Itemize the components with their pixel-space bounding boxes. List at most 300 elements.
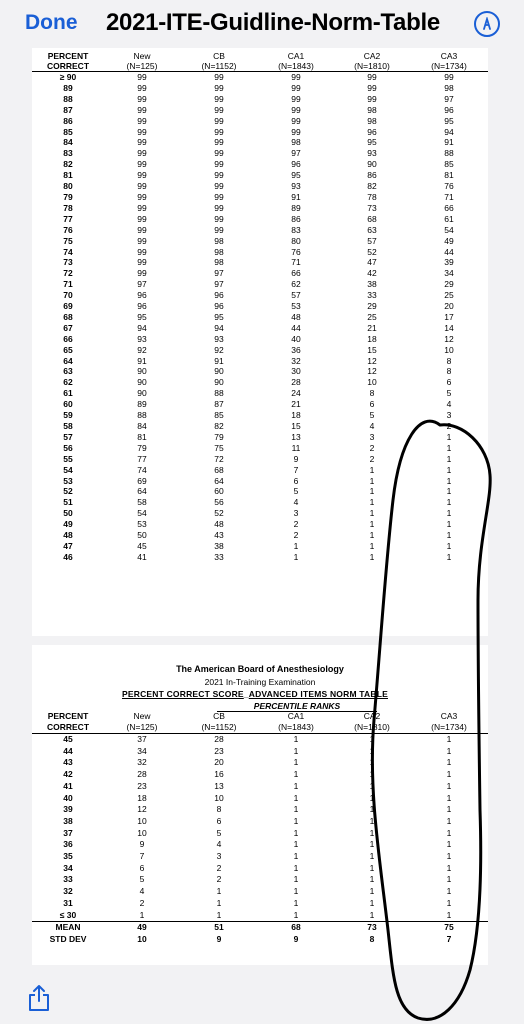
rank-cell: 99 (137, 235, 147, 246)
rank-cell: 58 (137, 497, 147, 508)
rank-cell: 77 (137, 453, 147, 464)
rank-cell: 99 (214, 126, 224, 137)
rank-cell: 94 (214, 322, 224, 333)
rank-cell: 1 (369, 874, 375, 885)
norm-table-part2 (32, 711, 488, 946)
rank-cell: 99 (367, 72, 377, 82)
rank-cell: 10 (137, 827, 147, 838)
rank-cell: 2 (446, 421, 452, 431)
rank-cell: 49 (104, 922, 180, 934)
table-row (32, 225, 488, 236)
table-row (32, 312, 488, 323)
percentile-ranks-label: PERCENTILE RANKS (217, 701, 377, 712)
rank-cell: 99 (291, 126, 301, 137)
rank-cell: 8 (446, 366, 452, 377)
rank-cell: 99 (214, 72, 224, 82)
table-row (32, 552, 488, 563)
rank-cell: 56 (214, 497, 224, 508)
rank-cell: 48 (214, 519, 224, 530)
table-row (32, 910, 488, 922)
percent-cell: 43 (63, 757, 73, 768)
table-row (32, 301, 488, 312)
rank-cell: 90 (367, 159, 377, 170)
rank-cell: 38 (367, 279, 377, 290)
rank-cell: 9 (139, 839, 145, 850)
percent-cell: 57 (63, 431, 73, 442)
rank-cell: 54 (444, 224, 454, 235)
rank-cell: 60 (214, 486, 224, 497)
rank-cell: 49 (444, 235, 454, 246)
rank-cell: 3 (216, 851, 222, 862)
rank-cell: 1 (369, 745, 375, 756)
rank-cell: 98 (214, 246, 224, 257)
rank-cell: 1 (293, 827, 299, 838)
table-row (32, 851, 488, 863)
rank-cell: 3 (293, 508, 299, 519)
rank-cell: 1 (369, 551, 375, 562)
rank-cell: 96 (291, 159, 301, 170)
rank-cell: 30 (291, 366, 301, 377)
percent-cell: 38 (63, 815, 73, 826)
rank-cell: 1 (369, 757, 375, 768)
rank-cell: 52 (214, 508, 224, 519)
rank-cell: 99 (291, 93, 301, 104)
rank-cell: 53 (137, 519, 147, 530)
rank-cell: 99 (137, 224, 147, 235)
header-column-n: (N=1810) (334, 722, 410, 734)
percent-cell: ≥ 90 (59, 72, 77, 82)
percent-cell: 82 (63, 159, 73, 170)
rank-cell: 99 (137, 191, 147, 202)
percent-cell: 77 (63, 213, 73, 224)
table-row (32, 345, 488, 356)
rank-cell: 42 (367, 268, 377, 279)
table-heading-underlined: PERCENT CORRECT SCORE (122, 689, 244, 699)
table-row (32, 399, 488, 410)
rank-cell: 64 (137, 486, 147, 497)
rank-cell: 45 (137, 540, 147, 551)
rank-cell: 88 (444, 148, 454, 159)
rank-cell: 1 (446, 827, 452, 838)
rank-cell: 6 (369, 399, 375, 410)
percent-cell: 79 (63, 191, 73, 202)
percent-cell: 48 (63, 530, 73, 541)
rank-cell: 1 (446, 497, 452, 508)
rank-cell: 62 (291, 279, 301, 290)
rank-cell: 21 (367, 322, 377, 333)
percent-cell: 31 (63, 897, 73, 908)
rank-cell: 66 (444, 202, 454, 213)
rank-cell: 93 (291, 181, 301, 192)
rank-cell: 99 (367, 93, 377, 104)
rank-cell: 15 (367, 344, 377, 355)
percent-cell: MEAN (32, 922, 104, 934)
rank-cell: 73 (367, 202, 377, 213)
percent-cell: 54 (63, 464, 73, 475)
rank-cell: 72 (214, 453, 224, 464)
percent-cell: 58 (63, 421, 73, 431)
rank-cell: 68 (258, 922, 334, 934)
table-row (32, 476, 488, 487)
percent-cell: 51 (63, 497, 73, 508)
header-row (32, 711, 488, 722)
rank-cell: 1 (369, 886, 375, 897)
rank-cell: 7 (293, 464, 299, 475)
rank-cell: 23 (137, 780, 147, 791)
header-column-n: (N=125) (104, 722, 180, 734)
rank-cell: 9 (293, 933, 299, 944)
rank-cell: 95 (444, 115, 454, 126)
rank-cell: 8 (369, 388, 375, 399)
rank-cell: 53 (291, 301, 301, 312)
table-row (32, 519, 488, 530)
percent-cell: 55 (63, 453, 73, 464)
rank-cell: 1 (446, 886, 452, 897)
rank-cell: 5 (216, 827, 222, 838)
percent-cell: 53 (63, 475, 73, 486)
percent-cell: 88 (63, 93, 73, 104)
rank-cell: 96 (214, 290, 224, 301)
rank-cell: 99 (291, 82, 301, 93)
percent-cell: 62 (63, 377, 73, 388)
header-column-n: (N=125) (104, 61, 180, 72)
table-heading: PERCENT CORRECT SCORE_ADVANCED ITEMS NORM TABLE (122, 689, 388, 699)
rank-cell: 98 (367, 104, 377, 115)
rank-cell: 99 (214, 93, 224, 104)
rank-cell: 4 (369, 421, 375, 431)
percent-cell: 74 (63, 246, 73, 257)
exam-name: 2021 In-Training Examination (204, 677, 316, 687)
rank-cell: 92 (214, 344, 224, 355)
rank-cell: 99 (214, 213, 224, 224)
rank-cell: 69 (137, 475, 147, 486)
rank-cell: 12 (367, 366, 377, 377)
header-column-n: (N=1152) (180, 61, 258, 72)
percent-cell: 40 (63, 792, 73, 803)
rank-cell: 5 (293, 486, 299, 497)
rank-cell: 91 (444, 137, 454, 148)
rank-cell: 90 (137, 366, 147, 377)
rank-cell: 99 (137, 137, 147, 148)
rank-cell: 1 (446, 862, 452, 873)
rank-cell: 1 (446, 734, 452, 744)
rank-cell: 23 (214, 745, 224, 756)
rank-cell: 33 (214, 551, 224, 562)
percent-cell: 60 (63, 399, 73, 410)
rank-cell: 18 (291, 410, 301, 421)
rank-cell: 7 (139, 851, 145, 862)
table-row (32, 769, 488, 781)
percent-cell: 73 (63, 257, 73, 268)
table-row (32, 214, 488, 225)
header-column-name: CA1 (287, 711, 305, 721)
rank-cell: 97 (214, 268, 224, 279)
table-row (32, 83, 488, 94)
rank-cell: 93 (137, 333, 147, 344)
table-row (32, 170, 488, 181)
percent-cell: 68 (63, 311, 73, 322)
rank-cell: 89 (137, 399, 147, 410)
share-icon[interactable] (27, 984, 51, 1017)
table-row (32, 934, 488, 946)
rank-cell: 1 (446, 874, 452, 885)
table-row (32, 377, 488, 388)
table-row (32, 181, 488, 192)
rank-cell: 1 (446, 486, 452, 497)
table-row (32, 236, 488, 247)
rank-cell: 1 (216, 886, 222, 897)
rank-cell: 1 (293, 540, 299, 551)
rank-cell: 1 (446, 757, 452, 768)
rank-cell: 15 (291, 421, 301, 431)
percent-cell: 86 (63, 115, 73, 126)
rank-cell: 68 (367, 213, 377, 224)
rank-cell: 79 (137, 442, 147, 453)
rank-cell: 95 (137, 311, 147, 322)
percent-cell: 36 (63, 839, 73, 850)
rank-cell: 1 (369, 862, 375, 873)
table-row (32, 421, 488, 432)
table-row (32, 863, 488, 875)
percent-cell: 72 (63, 268, 73, 279)
rank-cell: 1 (446, 851, 452, 862)
rank-cell: 82 (367, 181, 377, 192)
rank-cell: 84 (137, 421, 147, 431)
header-column-n: (N=1734) (410, 61, 488, 72)
percent-cell: 39 (63, 804, 73, 815)
percent-cell: 75 (63, 235, 73, 246)
rank-cell: 6 (446, 377, 452, 388)
rank-cell: 28 (291, 377, 301, 388)
table-row (32, 886, 488, 898)
header-column-n: (N=1843) (258, 722, 334, 734)
rank-cell: 1 (369, 519, 375, 530)
rank-cell: 1 (369, 464, 375, 475)
rank-cell: 1 (293, 897, 299, 908)
rank-cell: 33 (367, 290, 377, 301)
rank-cell: 20 (444, 301, 454, 312)
rank-cell: 1 (446, 804, 452, 815)
rank-cell: 4 (446, 399, 452, 410)
table-row (32, 116, 488, 127)
done-button[interactable]: Done (25, 11, 78, 34)
percent-cell: 71 (63, 279, 73, 290)
header-column-name: CA3 (440, 711, 458, 721)
rank-cell: 1 (293, 769, 299, 780)
rank-cell: 4 (293, 497, 299, 508)
rank-cell: 96 (444, 104, 454, 115)
rank-cell: 1 (293, 874, 299, 885)
rank-cell: 91 (137, 355, 147, 366)
table-row (32, 72, 488, 83)
header-column-name: CA1 (287, 51, 305, 61)
rank-cell: 86 (291, 213, 301, 224)
rank-cell: 99 (137, 246, 147, 257)
rank-cell: 66 (291, 268, 301, 279)
table-row (32, 105, 488, 116)
rank-cell: 1 (369, 540, 375, 551)
rank-cell: 2 (216, 862, 222, 873)
rank-cell: 79 (214, 431, 224, 442)
percent-cell: 89 (63, 82, 73, 93)
percent-cell: 85 (63, 126, 73, 137)
rank-cell: 32 (291, 355, 301, 366)
header-column-name: New (133, 711, 151, 721)
rank-cell: 1 (446, 551, 452, 562)
markup-pen-icon[interactable] (474, 11, 500, 37)
rank-cell: 1 (446, 815, 452, 826)
rank-cell: 50 (137, 530, 147, 541)
header-correct: CORRECT (32, 61, 104, 72)
rank-cell: 99 (137, 93, 147, 104)
rank-cell: 1 (369, 839, 375, 850)
rank-cell: 96 (137, 290, 147, 301)
rank-cell: 39 (444, 257, 454, 268)
rank-cell: 98 (291, 137, 301, 148)
header-percent: PERCENT (47, 51, 89, 61)
rank-cell: 1 (446, 540, 452, 551)
rank-cell: 34 (444, 268, 454, 279)
rank-cell: 1 (293, 780, 299, 791)
table-heading-rest: ADVANCED ITEMS NORM TABLE (248, 689, 388, 699)
percent-cell: 61 (63, 388, 73, 399)
header-column-name: CA2 (363, 51, 381, 61)
rank-cell: 36 (291, 344, 301, 355)
rank-cell: 90 (137, 377, 147, 388)
table-row (32, 356, 488, 367)
percent-cell: 70 (63, 290, 73, 301)
rank-cell: 20 (214, 757, 224, 768)
table-row (32, 508, 488, 519)
rank-cell: 1 (446, 442, 452, 453)
percent-cell: 46 (63, 551, 73, 562)
rank-cell: 1 (139, 909, 145, 920)
table-row (32, 839, 488, 851)
document-title: 2021-ITE-Guidline-Norm-Table (106, 9, 440, 36)
rank-cell: 88 (214, 388, 224, 399)
rank-cell: 1 (369, 497, 375, 508)
rank-cell: 95 (214, 311, 224, 322)
org-name: The American Board of Anesthesiology (176, 664, 344, 674)
rank-cell: 93 (367, 148, 377, 159)
percent-cell: 47 (63, 540, 73, 551)
header-column-name: CA3 (440, 51, 458, 61)
percent-cell: 44 (63, 745, 73, 756)
rank-cell: 1 (293, 909, 299, 920)
header-row (32, 61, 488, 72)
rank-cell: 1 (293, 745, 299, 756)
document-page-1[interactable] (32, 48, 488, 636)
rank-cell: 99 (137, 72, 147, 82)
rank-cell: 1 (446, 475, 452, 486)
rank-cell: 96 (214, 301, 224, 312)
rank-cell: 99 (214, 170, 224, 181)
rank-cell: 1 (369, 769, 375, 780)
percent-cell: 34 (63, 862, 73, 873)
rank-cell: 1 (293, 551, 299, 562)
rank-cell: 85 (444, 159, 454, 170)
rank-cell: 37 (137, 734, 147, 744)
table-row (32, 279, 488, 290)
rank-cell: 92 (137, 344, 147, 355)
rank-cell: 99 (214, 137, 224, 148)
header-column-n: (N=1843) (258, 61, 334, 72)
table-row (32, 746, 488, 758)
rank-cell: 98 (444, 82, 454, 93)
rank-cell: 57 (291, 290, 301, 301)
rank-cell: 76 (444, 181, 454, 192)
rank-cell: 8 (216, 804, 222, 815)
rank-cell: 18 (137, 792, 147, 803)
rank-cell: 96 (137, 301, 147, 312)
table-row (32, 497, 488, 508)
percent-cell: 67 (63, 322, 73, 333)
rank-cell: 5 (369, 410, 375, 421)
rank-cell: 1 (446, 897, 452, 908)
table-row (32, 828, 488, 840)
rank-cell: 44 (444, 246, 454, 257)
rank-cell: 93 (214, 333, 224, 344)
rank-cell: 1 (369, 530, 375, 541)
rank-cell: 83 (291, 224, 301, 235)
table-row (32, 465, 488, 476)
share-glyph (27, 984, 51, 1012)
rank-cell: 28 (214, 734, 224, 744)
rank-cell: 80 (291, 235, 301, 246)
rank-cell: 2 (293, 530, 299, 541)
percent-cell: 76 (63, 224, 73, 235)
rank-cell: 1 (293, 862, 299, 873)
rank-cell: 1 (369, 815, 375, 826)
rank-cell: 9 (216, 933, 222, 944)
header-column-name: CB (213, 711, 225, 721)
rank-cell: 1 (369, 508, 375, 519)
rank-cell: 99 (214, 104, 224, 115)
document-page-2[interactable] (32, 645, 488, 965)
rank-cell: 13 (214, 780, 224, 791)
rank-cell: 99 (137, 148, 147, 159)
rank-cell: 10 (367, 377, 377, 388)
header-column-name: New (133, 51, 151, 61)
rank-cell: 99 (291, 72, 301, 82)
table-row (32, 290, 488, 301)
rank-cell: 99 (367, 82, 377, 93)
table-row (32, 127, 488, 138)
table-row (32, 94, 488, 105)
rank-cell: 95 (291, 170, 301, 181)
rank-cell: 90 (214, 366, 224, 377)
rank-cell: 1 (446, 909, 452, 920)
rank-cell: 99 (291, 104, 301, 115)
rank-cell: 1 (293, 804, 299, 815)
rank-cell: 85 (214, 410, 224, 421)
rank-cell: 2 (216, 874, 222, 885)
rank-cell: 81 (444, 170, 454, 181)
rank-cell: 1 (369, 851, 375, 862)
table-row (32, 804, 488, 816)
rank-cell: 10 (444, 344, 454, 355)
table-row (32, 257, 488, 268)
percent-cell: 37 (63, 827, 73, 838)
rank-cell: 61 (444, 213, 454, 224)
rank-cell: 29 (367, 301, 377, 312)
table-row (32, 410, 488, 421)
percent-cell: 50 (63, 508, 73, 519)
rank-cell: 48 (291, 311, 301, 322)
rank-cell: 91 (291, 191, 301, 202)
rank-cell: 57 (367, 235, 377, 246)
table-row (32, 268, 488, 279)
